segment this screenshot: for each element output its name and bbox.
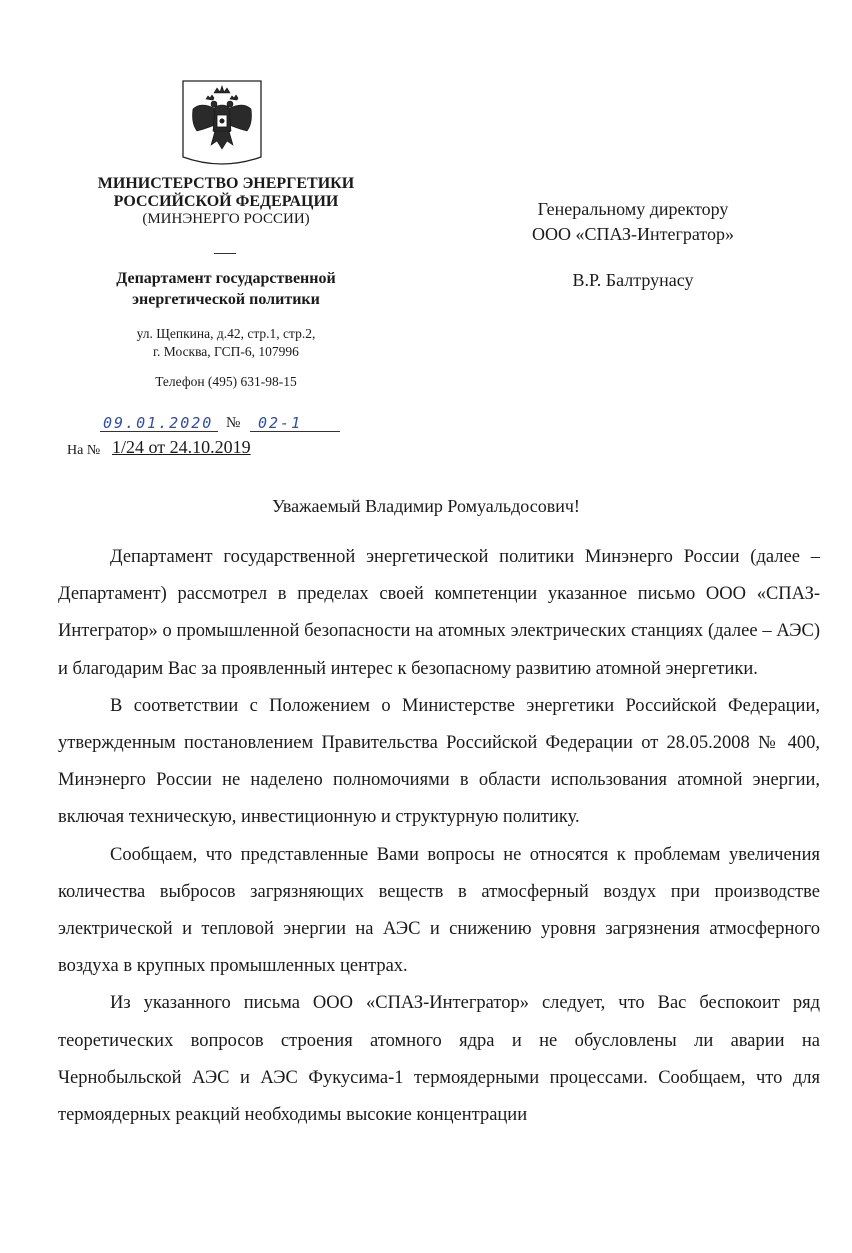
reference-prefix: На № [67,443,101,458]
body-paragraph-4: Из указанного письма ООО «СПАЗ-Интегратор» следует, что Вас беспокоит ряд теоретических вопросов строения атомного ядра и не обусловлены ли аварии на Чернобыльской АЭС и АЭС Фукусима-1 термоядерными процессами. Сообщаем, что для термоядерных реакций необходимы высокие концентрации [58,993,820,1126]
body-paragraph-3: Сообщаем, что представленные Вами вопросы не относятся к проблемам увеличения количества выбросов загрязняющих веществ в атмосферный воздух при производстве электрической и тепловой энергии на АЭС и снижению уровня загрязнения атмосферного воздуха в крупных промышленных центрах. [58,844,820,977]
department-name [60,268,392,310]
coat-of-arms-emblem-icon [181,79,263,169]
address-line1: ул. Щепкина, д.42, стр.1, стр.2, [136,326,316,341]
number-underline [250,431,340,432]
recipient-name: В.Р. Балтрунасу [572,270,694,290]
reference-value: 1/24 от 24.10.2019 [112,437,251,457]
handwritten-number: 02-1 [258,414,303,432]
recipient-title-line1: Генеральному директору [537,199,729,219]
divider-line [214,253,236,254]
recipient-title-line2: ООО «СПАЗ-Интегратор» [531,224,735,244]
recipient-title [478,197,788,247]
ministry-name [60,175,392,211]
sender-address [60,325,392,361]
ministry-name-line1: МИНИСТЕРСТВО ЭНЕРГЕТИКИ [97,175,355,192]
letter-body [58,539,820,1134]
handwritten-date: 09.01.2020 [103,414,214,432]
body-paragraph-1: Департамент государственной энергетической политики Минэнерго России (далее – Департамент) рассмотрел в пределах своей компетенции указанное письмо ООО «СПАЗ-Интегратор» о промышленной безопасности на атомных электрических станциях (далее – АЭС) и благодарим Вас за проявленный интерес к безопасному развитию атомной энергетики. [58,547,820,679]
address-line2: г. Москва, ГСП-6, 107996 [153,344,299,359]
ministry-short-name: (МИНЭНЕРГО РОССИИ) [142,211,310,227]
salutation: Уважаемый Владимир Ромуальдосович! [272,496,580,516]
body-paragraph-2: В соответствии с Положением о Министерстве энергетики Российской Федерации, утвержденным постановлением Правительства Российской Федерации от 28.05.2008 № 400, Минэнерго России не наделено полномочиями в области использования атомной энергии, включая техническую, инвестиционную и структурную политику. [58,695,820,828]
number-sign: № [226,415,241,431]
department-line1: Департамент государственной [116,270,336,287]
sender-phone: Телефон (495) 631-98-15 [155,374,297,389]
date-underline [100,431,218,432]
ministry-name-line2: РОССИЙСКОЙ ФЕДЕРАЦИИ [113,193,339,210]
department-line2: энергетической политики [132,291,320,308]
